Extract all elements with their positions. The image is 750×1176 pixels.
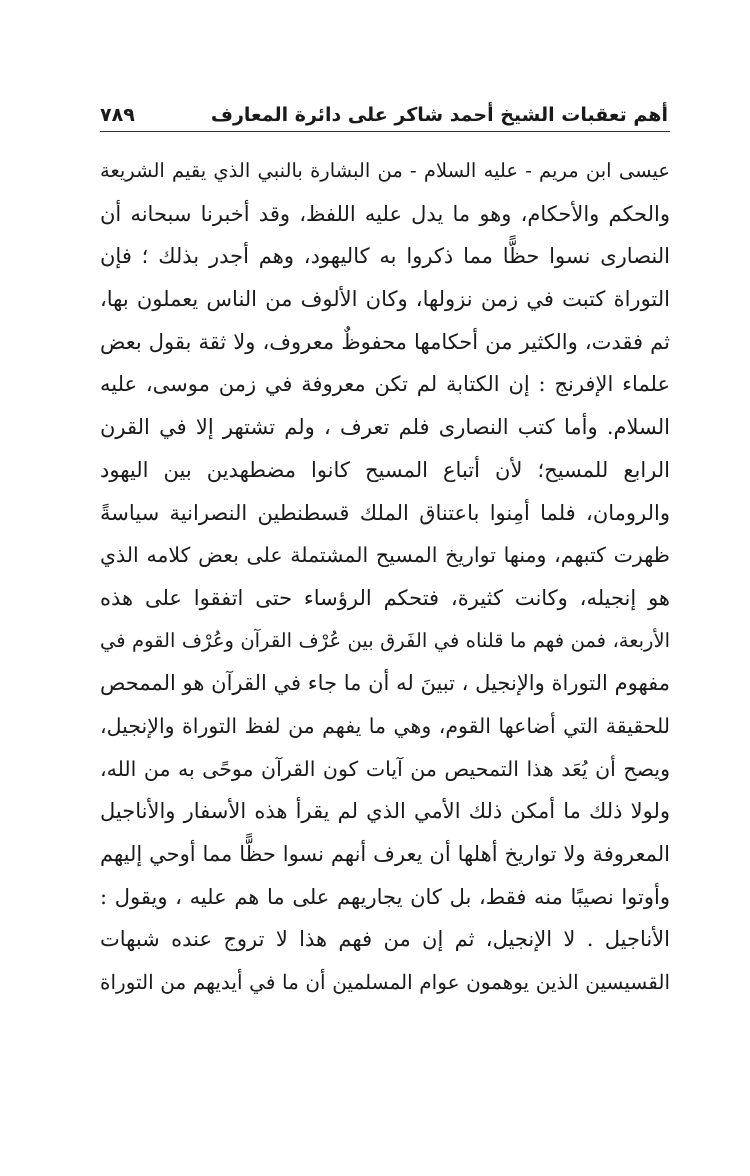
- text-line: القسيسين الذين يوهمون عوام المسلمين أن ما في أيديهم من التوراة: [100, 970, 670, 995]
- text-line: للحقيقة التي أضاعها القوم، وهي ما يفهم من لفظ التوراة والإنجيل،: [100, 713, 670, 738]
- text-line: علماء الإفرنج : إن الكتابة لم تكن معروفة في زمن موسى، عليه: [100, 372, 670, 397]
- header-title: أهم تعقبات الشيخ أحمد شاكر على دائرة المعارف: [210, 104, 668, 126]
- text-line: ويصح أن يُعَد هذا التمحيص من آيات كون القرآن موحًى به من الله،: [100, 756, 670, 781]
- page-number: ٧٨٩: [100, 104, 135, 126]
- running-header: [100, 92, 668, 126]
- text-line: والرومان، فلما أمِنوا باعتناق الملك قسطنطين النصرانية سياسةً: [100, 500, 670, 525]
- header-rule: [100, 131, 670, 132]
- text-line: المعروفة ولا تواريخ أهلها أن يعرف أنهم نسوا حظًّا مما أوحي إليهم: [100, 842, 670, 866]
- text-line: التوراة كتبت في زمن نزولها، وكان الألوف من الناس يعملون بها،: [100, 287, 670, 312]
- body-text: [100, 150, 670, 1004]
- text-line: ثم فقدت، والكثير من أحكامها محفوظٌ معروف، ولا ثقة بقول بعض: [100, 329, 670, 354]
- text-line: ولولا ذلك ما أمكن ذلك الأمي الذي لم يقرأ هذه الأسفار والأناجيل: [100, 799, 670, 824]
- text-line: النصارى نسوا حظًّا مما ذكروا به كاليهود، وهم أجدر بذلك ؛ فإن: [100, 244, 670, 269]
- text-line: مفهوم التوراة والإنجيل ، تبينَ له أن ما جاء في القرآن هو الممحص: [100, 671, 670, 696]
- text-line: ظهرت كتبهم، ومنها تواريخ المسيح المشتملة على بعض كلامه الذي: [100, 543, 670, 568]
- text-line: هو إنجيله، وكانت كثيرة، فتحكم الرؤساء حتى اتفقوا على هذه: [100, 585, 670, 610]
- text-line: الرابع للمسيح؛ لأن أتباع المسيح كانوا مضطهدين بين اليهود: [100, 457, 670, 482]
- text-line: السلام. وأما كتب النصارى فلم تعرف ، ولم تشتهر إلا في القرن: [100, 415, 670, 440]
- text-line: وأوتوا نصيبًا منه فقط، بل كان يجاريهم على ما هم عليه ، ويقول :: [100, 884, 670, 909]
- text-line: الأناجيل . لا الإنجيل، ثم إن من فهم هذا لا تروج عنده شبهات: [100, 927, 670, 952]
- text-line: الأربعة، فمن فهم ما قلناه في الفَرق بين عُرْف القرآن وعُرْف القوم في: [100, 628, 670, 652]
- text-line: والحكم والأحكام، وهو ما يدل عليه اللفظ، وقد أخبرنا سبحانه أن: [100, 201, 670, 226]
- text-line: عيسى ابن مريم - عليه السلام - من البشارة بالنبي الذي يقيم الشريعة: [100, 159, 670, 182]
